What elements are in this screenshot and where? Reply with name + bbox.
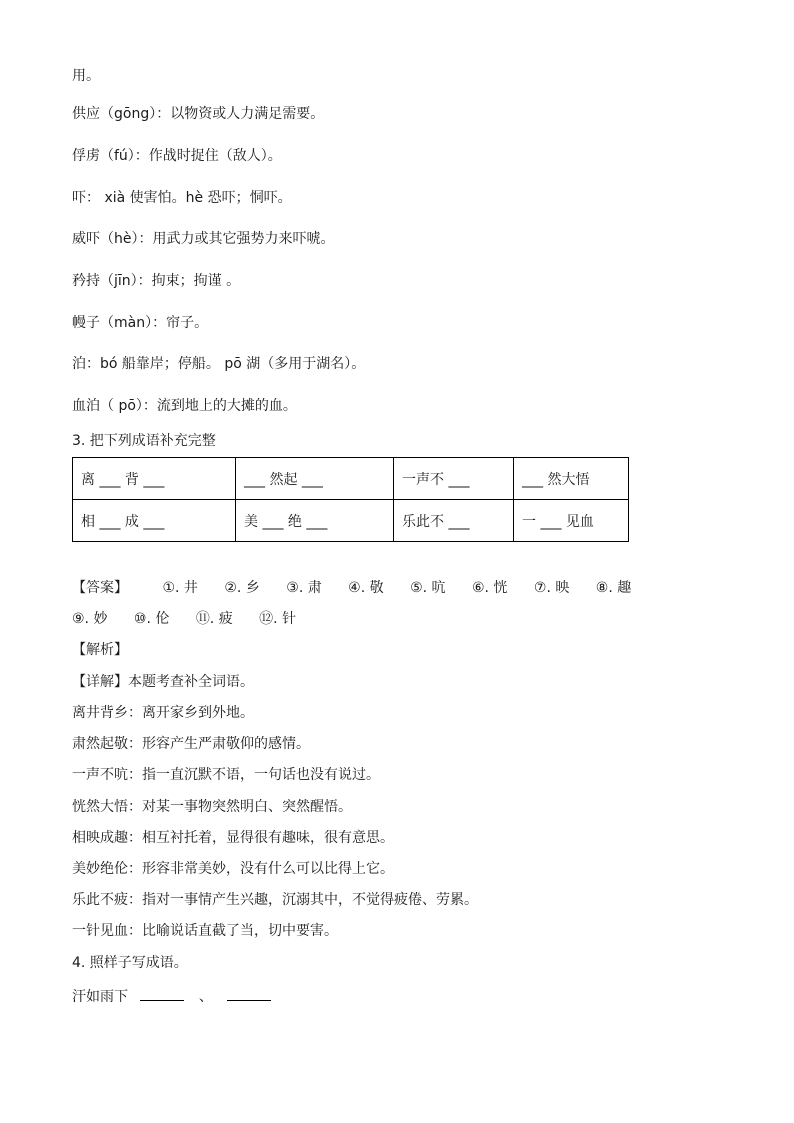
definition-line: 幔子（màn）：帘子。 (72, 315, 209, 331)
answer-item: ④. 敬 (348, 580, 384, 596)
explain-line: 乐此不疲：指对一事情产生兴趣，沉溺其中，不觉得疲倦、劳累。 (72, 892, 478, 908)
table-cell: ___ 然大悟 (514, 458, 629, 500)
answer-item: ⑩. 伦 (133, 611, 170, 627)
answers-row (72, 608, 318, 630)
definition-line: 用。 (72, 68, 100, 84)
answer-item: ⑦. 映 (533, 580, 570, 596)
explain-line: 肃然起敬：形容产生严肃敬仰的感情。 (72, 736, 310, 752)
answer-item: ①. 井 (162, 580, 198, 596)
answer-item: ⑧. 趣 (595, 580, 632, 596)
explain-line: 一针见血：比喻说话直截了当，切中要害。 (72, 923, 338, 939)
answer-blank[interactable] (140, 986, 184, 1001)
answers-row (72, 577, 653, 599)
answer-item: ⑥. 恍 (471, 580, 508, 596)
answer-item: ⑤. 吭 (410, 580, 446, 596)
question-4-example (72, 986, 271, 1007)
answer-item: ②. 乡 (224, 580, 260, 596)
table-row (73, 458, 629, 500)
idiom-table (72, 457, 629, 542)
table-cell: 乐此不 ___ (394, 500, 514, 542)
separator: 、 (198, 989, 213, 1005)
definition-line: 泊：bó 船靠岸；停船。 pō 湖（多用于湖名）。 (72, 356, 366, 372)
explain-line: 相映成趣：相互衬托着，显得很有趣味，很有意思。 (72, 830, 394, 846)
explain-line: 【详解】本题考查补全词语。 (72, 674, 254, 690)
answer-item: ⑨. 妙 (72, 611, 108, 627)
definition-line: 血泊（ pō）：流到地上的大摊的血。 (72, 398, 297, 414)
example-idiom: 汗如雨下 (72, 989, 128, 1005)
explain-line: 离井背乡：离开家乡到外地。 (72, 705, 254, 721)
answer-item: ⑫. 针 (259, 611, 297, 627)
answer-item: ⑪. 疲 (195, 611, 233, 627)
table-cell: 一 ___ 见血 (514, 500, 629, 542)
table-cell: 离 ___ 背 ___ (73, 458, 236, 500)
definition-line: 威吓（hè）：用武力或其它强势力来吓唬。 (72, 231, 335, 247)
answer-blank[interactable] (227, 986, 271, 1001)
analysis-tag: 【解析】 (72, 642, 128, 658)
definition-line: 俘虏（fú）：作战时捉住（敌人）。 (72, 148, 282, 164)
answer-tag: 【答案】 (72, 580, 128, 596)
explain-line: 一声不吭：指一直沉默不语，一句话也没有说过。 (72, 767, 380, 783)
definition-line: 矜持（jīn）：拘束；拘谨 。 (72, 273, 241, 289)
table-row (73, 500, 629, 542)
table-cell: 一声不 ___ (394, 458, 514, 500)
question-3-title: 3. 把下列成语补充完整 (72, 433, 216, 449)
table-cell: ___ 然起 ___ (236, 458, 394, 500)
answer-item: ③. 肃 (286, 580, 322, 596)
definition-line: 吓： xià 使害怕。hè 恐吓；恫吓。 (72, 190, 292, 206)
table-cell: 美 ___ 绝 ___ (236, 500, 394, 542)
question-4-title: 4. 照样子写成语。 (72, 955, 188, 971)
definition-line: 供应（gōng）：以物资或人力满足需要。 (72, 106, 325, 122)
table-cell: 相 ___ 成 ___ (73, 500, 236, 542)
explain-line: 美妙绝伦：形容非常美妙，没有什么可以比得上它。 (72, 861, 394, 877)
explain-line: 恍然大悟：对某一事物突然明白、突然醒悟。 (72, 799, 352, 815)
